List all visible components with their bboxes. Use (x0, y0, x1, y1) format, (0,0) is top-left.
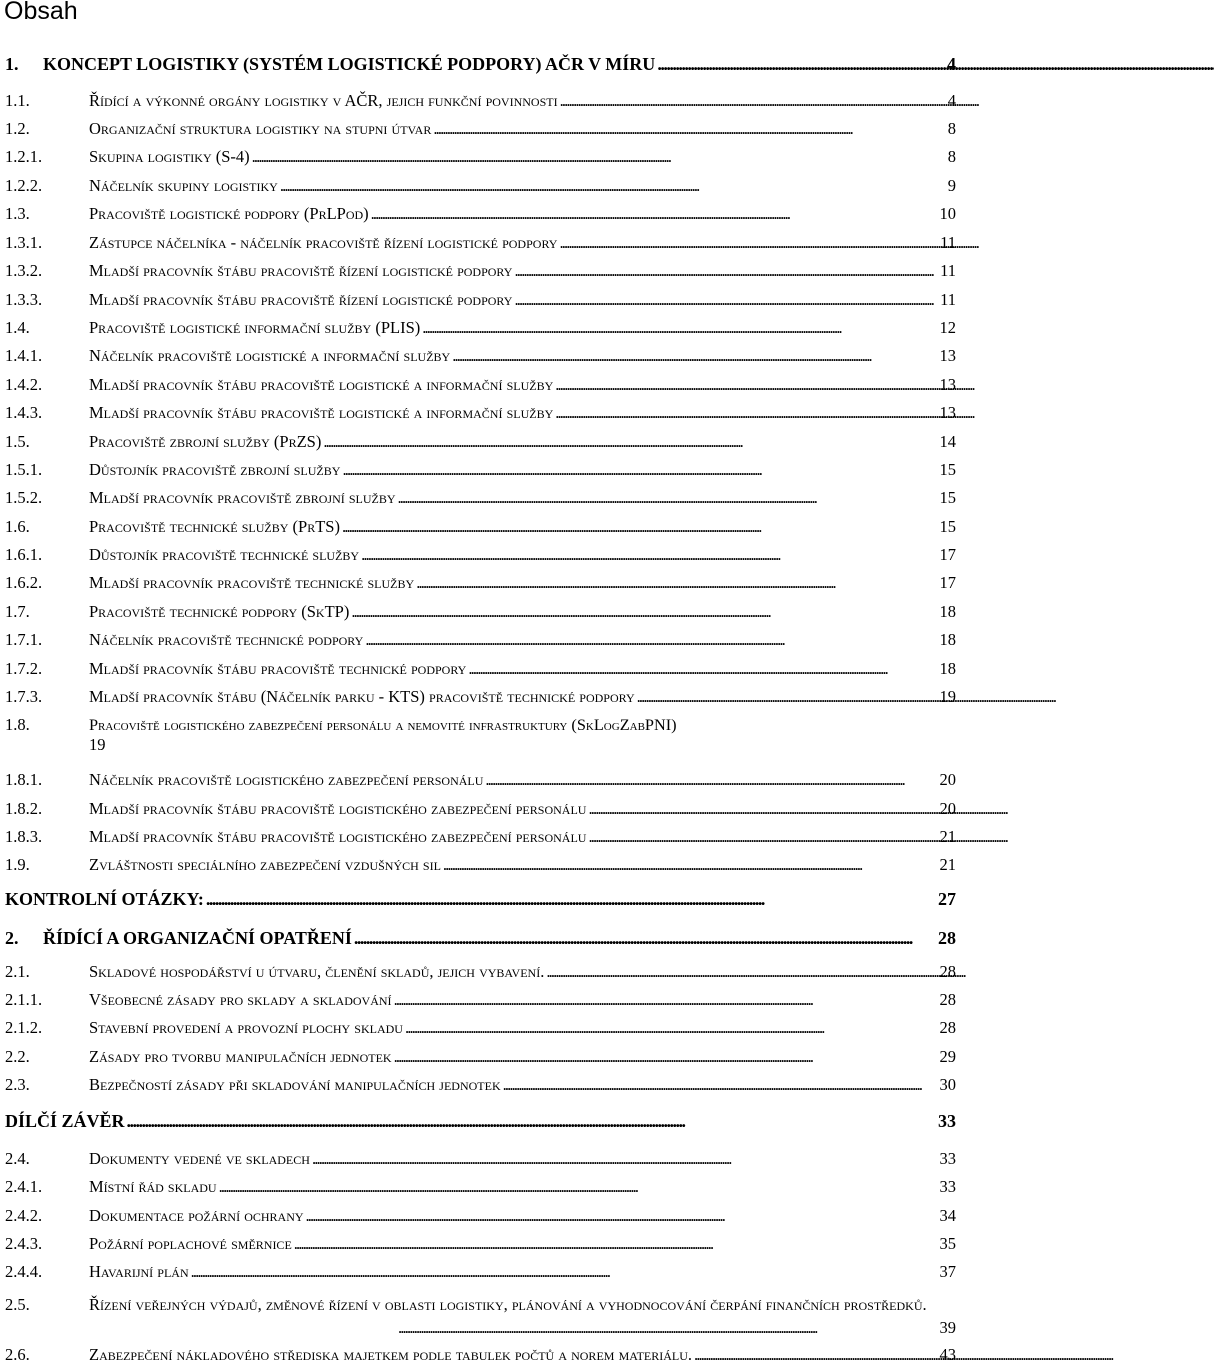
toc-entry[interactable] (5, 119, 956, 139)
dot-leader (294, 1234, 938, 1254)
dot-leader (588, 827, 937, 847)
dot-leader (588, 799, 937, 819)
toc-entry-number: 1.3.2. (5, 261, 43, 280)
toc-entry-number: 1.8.3. (5, 827, 43, 846)
toc-entry-page: 33 (939, 1177, 956, 1196)
toc-entry-number: 1.5. (5, 432, 30, 451)
toc-entry-title: Mladší pracovník štábu pracoviště logistické a informační služby (89, 375, 554, 394)
toc-entry-page: 15 (939, 488, 956, 507)
toc-entry[interactable] (5, 346, 956, 366)
toc-entry-title: Pracoviště logistické informační služby (PLIS) (89, 318, 421, 337)
toc-entry[interactable] (5, 432, 956, 452)
dot-leader (514, 290, 938, 310)
toc-entry[interactable] (5, 1111, 956, 1131)
toc-entry-number: 1.4.2. (5, 375, 43, 394)
toc-entry-page: 37 (939, 1262, 956, 1281)
toc-entry-number: 2.2. (5, 1047, 30, 1066)
toc-entry-page: 13 (939, 346, 956, 365)
dot-leader (416, 573, 937, 593)
dot-leader (206, 889, 936, 909)
dot-leader (280, 176, 946, 196)
toc-entry-title: Havarijní plán (89, 1262, 189, 1281)
dot-leader (394, 1047, 938, 1067)
toc-entry-title: Náčelník pracoviště logistického zabezpečení personálu (89, 770, 484, 789)
toc-entry-page: 43 (939, 1345, 956, 1364)
dot-leader (422, 318, 937, 338)
toc-entry-title: Důstojník pracoviště technické služby (89, 545, 360, 564)
dot-leader (433, 119, 945, 139)
toc-entry-number: 2.4.3. (5, 1234, 43, 1253)
toc-entry[interactable] (5, 962, 956, 982)
toc-entry[interactable] (5, 517, 956, 537)
toc-entry-number: 1.8. (5, 715, 30, 734)
dot-leader (637, 687, 938, 707)
dot-leader (398, 1318, 938, 1338)
toc-entry-title: Mladší pracovník štábu pracoviště logistické a informační služby (89, 403, 554, 422)
dot-leader (443, 855, 938, 875)
toc-entry-page: 33 (938, 1111, 956, 1131)
toc-entry-title: Zabezpečení nákladového střediska majetkem podle tabulek počtů a norem materiálu. (89, 1345, 693, 1364)
toc-entry-title: Požární poplachové směrnice (89, 1234, 292, 1253)
toc-entry[interactable] (5, 488, 956, 508)
toc-entry-page: 19 (939, 687, 956, 706)
toc-entry[interactable] (5, 573, 956, 593)
dot-leader (559, 233, 938, 253)
toc-entry-page: 15 (939, 460, 956, 479)
toc-entry[interactable] (5, 1262, 956, 1282)
toc-entry-page: 21 (939, 855, 956, 874)
toc-entry[interactable] (5, 659, 956, 679)
toc-entry-number: 1.7.1. (5, 630, 43, 649)
toc-entry-title: Skladové hospodářství u útvaru, členění skladů, jejich vybavení. (89, 962, 545, 981)
toc-entry-title: Pracoviště logistické podpory (PrLPod) (89, 204, 369, 223)
toc-entry-number: 1.8.2. (5, 799, 43, 818)
toc-entry-page: 13 (939, 403, 956, 422)
toc-entry-page: 19 (89, 735, 106, 754)
toc-entry-number: 1.2.2. (5, 176, 43, 195)
dot-leader (371, 204, 938, 224)
toc-entry-page: 30 (939, 1075, 956, 1094)
toc-entry-page: 21 (939, 827, 956, 846)
toc-entry[interactable] (5, 602, 956, 622)
toc-entry-page: 34 (939, 1206, 956, 1225)
toc-entry-page: 4 (947, 54, 956, 74)
toc-entry-page: 17 (939, 573, 956, 592)
dot-leader (398, 488, 938, 508)
toc-entry[interactable] (5, 687, 956, 707)
toc-entry[interactable] (5, 990, 956, 1010)
toc-entry-number: 2. (5, 928, 19, 948)
toc-entry-title: ŘÍDÍCÍ A ORGANIZAČNÍ OPATŘENÍ (43, 928, 352, 948)
dot-leader (452, 346, 937, 366)
toc-entry-page: 29 (939, 1047, 956, 1066)
toc-entry-title: Řídící a výkonné orgány logistiky v AČR, jejich funkční povinnosti (89, 91, 558, 110)
toc-entry-page: 20 (939, 799, 956, 818)
toc-entry-page: 8 (947, 119, 956, 138)
toc-entry[interactable] (5, 1345, 956, 1365)
dot-leader (503, 1075, 938, 1095)
toc-entry-number: 1. (5, 54, 19, 74)
toc-entry-number: 1.2.1. (5, 147, 43, 166)
dot-leader (306, 1206, 938, 1226)
toc-entry-number: 1.6.1. (5, 545, 43, 564)
toc-entry-title: Mladší pracovník pracoviště zbrojní služby (89, 488, 396, 507)
toc-entry-title: Mladší pracovník štábu pracoviště technické podpory (89, 659, 467, 678)
dot-leader (191, 1262, 938, 1282)
dot-leader (127, 1111, 936, 1131)
toc-entry-title: Pracoviště logistického zabezpečení personálu a nemovité infrastruktury (SkLogZabPNI) (89, 715, 677, 734)
toc-entry[interactable] (5, 261, 956, 281)
toc-entry-title: Všeobecné zásady pro sklady a skladování (89, 990, 392, 1009)
toc-entry-page: 28 (939, 962, 956, 981)
toc-entry-title: Pracoviště technické podpory (SkTP) (89, 602, 350, 621)
dot-leader (365, 630, 937, 650)
toc-entry-page: 20 (939, 770, 956, 789)
toc-entry-page: 9 (947, 176, 956, 195)
toc-entry-page: 33 (939, 1149, 956, 1168)
toc-entry[interactable] (5, 855, 956, 875)
toc-entry-title: Mladší pracovník štábu pracoviště řízení logistické podpory (89, 261, 513, 280)
toc-entry-number: 1.6.2. (5, 573, 43, 592)
toc-entry-title: Organizační struktura logistiky na stupni útvar (89, 119, 432, 138)
dot-leader (312, 1149, 938, 1169)
toc-entry-number: 1.1. (5, 91, 30, 110)
toc-entry[interactable] (5, 460, 956, 480)
toc-entry-title: Dokumentace požární ochrany (89, 1206, 304, 1225)
toc-entry-number: 1.5.2. (5, 488, 43, 507)
toc-entry-number: 1.9. (5, 855, 30, 874)
dot-leader (361, 545, 937, 565)
toc-entry-page: 13 (939, 375, 956, 394)
toc-entry-number: 2.6. (5, 1345, 30, 1364)
toc-entry[interactable] (5, 290, 956, 310)
toc-entry-title: Náčelník pracoviště technické podpory (89, 630, 364, 649)
toc-entry-title: KONCEPT LOGISTIKY (SYSTÉM LOGISTICKÉ PODPORY) AČR V MÍRU (43, 54, 656, 74)
dot-leader (342, 517, 938, 537)
toc-entry-number: 2.4.4. (5, 1262, 43, 1281)
toc-entry-page: 10 (939, 204, 956, 223)
toc-entry-number: 1.7. (5, 602, 30, 621)
dot-leader (394, 990, 938, 1010)
dot-leader (555, 375, 937, 395)
toc-entry-title: Místní řád skladu (89, 1177, 217, 1196)
toc-entry-page: 28 (938, 928, 956, 948)
toc-entry[interactable] (5, 1206, 956, 1226)
toc-entry[interactable] (5, 630, 956, 650)
toc-entry-title: Pracoviště technické služby (PrTS) (89, 517, 340, 536)
toc-entry-number: 1.4.3. (5, 403, 43, 422)
toc-entry-title: Stavební provedení a provozní plochy skladu (89, 1018, 403, 1037)
toc-entry-number: 1.7.2. (5, 659, 43, 678)
toc-entry[interactable] (5, 91, 956, 111)
toc-entry[interactable] (5, 54, 956, 74)
toc-entry-title: Mladší pracovník pracoviště technické služby (89, 573, 415, 592)
toc-entry-title: Pracoviště zbrojní služby (PrZS) (89, 432, 322, 451)
toc-entry-number: 1.4. (5, 318, 30, 337)
toc-entry-number: 2.4.1. (5, 1177, 43, 1196)
toc-entry-number: 2.1.2. (5, 1018, 43, 1037)
toc-entry-number: 2.4.2. (5, 1206, 43, 1225)
toc-entry[interactable] (5, 1291, 956, 1337)
dot-leader (485, 770, 937, 790)
toc-entry[interactable] (5, 1075, 956, 1095)
toc-entry-number: 1.3.1. (5, 233, 43, 252)
toc-entry-number: 1.3.3. (5, 290, 43, 309)
toc-entry-page: 18 (939, 630, 956, 649)
toc-entry[interactable] (5, 1047, 956, 1067)
dot-leader (694, 1345, 937, 1365)
toc-entry[interactable] (5, 827, 956, 847)
toc-entry[interactable] (5, 889, 956, 909)
toc-entry[interactable] (5, 318, 956, 338)
toc-entry[interactable] (5, 545, 956, 565)
toc-entry[interactable] (5, 375, 956, 395)
toc-entry-page: 11 (940, 290, 956, 309)
toc-entry-title: Náčelník pracoviště logistické a informační služby (89, 346, 451, 365)
dot-leader (354, 928, 936, 948)
toc-entry-page: 28 (939, 1018, 956, 1037)
toc-entry-title: Náčelník skupiny logistiky (89, 176, 278, 195)
toc-entry-page: 8 (947, 147, 956, 166)
toc-entry-page: 15 (939, 517, 956, 536)
toc-entry[interactable] (5, 147, 956, 167)
toc-entry-page: 18 (939, 659, 956, 678)
dot-leader (252, 147, 946, 167)
dot-leader (323, 432, 937, 452)
toc-entry-title: Zástupce náčelníka - náčelník pracoviště řízení logistické podpory (89, 233, 558, 252)
toc-entry[interactable] (5, 1177, 956, 1197)
toc-entry[interactable] (5, 1234, 956, 1254)
dot-leader (405, 1018, 938, 1038)
toc-entry-title: Dokumenty vedené ve skladech (89, 1149, 310, 1168)
toc-entry-title: Skupina logistiky (S-4) (89, 147, 250, 166)
toc-entry-title: Řízení veřejných výdajů, změnové řízení v oblasti logistiky, plánování a vyhodnocování čerpání finančních prostředků. (89, 1295, 927, 1314)
toc-entry-number: 2.1.1. (5, 990, 43, 1009)
toc-entry-number: 1.4.1. (5, 346, 43, 365)
toc-entry[interactable] (5, 770, 956, 790)
toc-entry-page: 27 (938, 889, 956, 909)
toc-entry-number: 1.3. (5, 204, 30, 223)
toc-entry-number: 2.1. (5, 962, 30, 981)
toc-entry-title: Mladší pracovník štábu pracoviště logistického zabezpečení personálu (89, 799, 587, 818)
toc-entry-page: 14 (939, 432, 956, 451)
dot-leader (546, 962, 937, 982)
dot-leader (351, 602, 937, 622)
toc-entry-title: Mladší pracovník štábu (Náčelník parku - KTS) pracoviště technické podpory (89, 687, 635, 706)
toc-entry[interactable] (5, 176, 956, 196)
toc-entry[interactable] (5, 204, 956, 224)
toc-entry[interactable] (5, 403, 956, 423)
toc-entry-number: 1.8.1. (5, 770, 43, 789)
toc-entry-page: 17 (939, 545, 956, 564)
toc-entry-title: Mladší pracovník štábu pracoviště logistického zabezpečení personálu (89, 827, 587, 846)
dot-leader (468, 659, 937, 679)
toc-entry-page: 39 (939, 1318, 956, 1337)
toc-entry-page: 35 (939, 1234, 956, 1253)
toc-entry-number: 2.4. (5, 1149, 30, 1168)
toc-entry-page: 12 (939, 318, 956, 337)
toc-entry-page: 18 (939, 602, 956, 621)
toc-entry-title: DÍLČÍ ZÁVĚR (5, 1111, 125, 1131)
toc-entry[interactable] (5, 1149, 956, 1169)
toc-entry-number: 1.6. (5, 517, 30, 536)
toc-entry-title: Bezpečností zásady při skladování manipulačních jednotek (89, 1075, 501, 1094)
toc-entry-title: Zásady pro tvorbu manipulačních jednotek (89, 1047, 392, 1066)
toc-entry-number: 1.2. (5, 119, 30, 138)
toc-entry-title: Důstojník pracoviště zbrojní služby (89, 460, 341, 479)
dot-leader (342, 460, 937, 480)
toc-entry[interactable] (5, 799, 956, 819)
toc-entry[interactable] (5, 715, 956, 755)
toc-entry-number: 1.5.1. (5, 460, 43, 479)
toc-entry-page: 11 (940, 233, 956, 252)
toc-entry[interactable] (5, 928, 956, 948)
toc-entry-page: 28 (939, 990, 956, 1009)
dot-leader (514, 261, 938, 281)
toc-entry[interactable] (5, 1018, 956, 1038)
page-title: Obsah (4, 0, 78, 25)
dot-leader (555, 403, 937, 423)
toc-entry-number: 1.7.3. (5, 687, 43, 706)
toc-entry-page: 11 (940, 261, 956, 280)
dot-leader (560, 91, 946, 111)
toc-entry-page: 4 (947, 91, 956, 110)
toc-entry-title: Mladší pracovník štábu pracoviště řízení logistické podpory (89, 290, 513, 309)
dot-leader (219, 1177, 938, 1197)
toc-entry-title: KONTROLNÍ OTÁZKY: (5, 889, 204, 909)
toc-entry-title: Zvláštnosti speciálního zabezpečení vzdušných sil (89, 855, 441, 874)
toc-entry-number: 2.3. (5, 1075, 30, 1094)
toc-entry-number: 2.5. (5, 1295, 30, 1314)
toc-entry[interactable] (5, 233, 956, 253)
dot-leader (657, 54, 945, 74)
